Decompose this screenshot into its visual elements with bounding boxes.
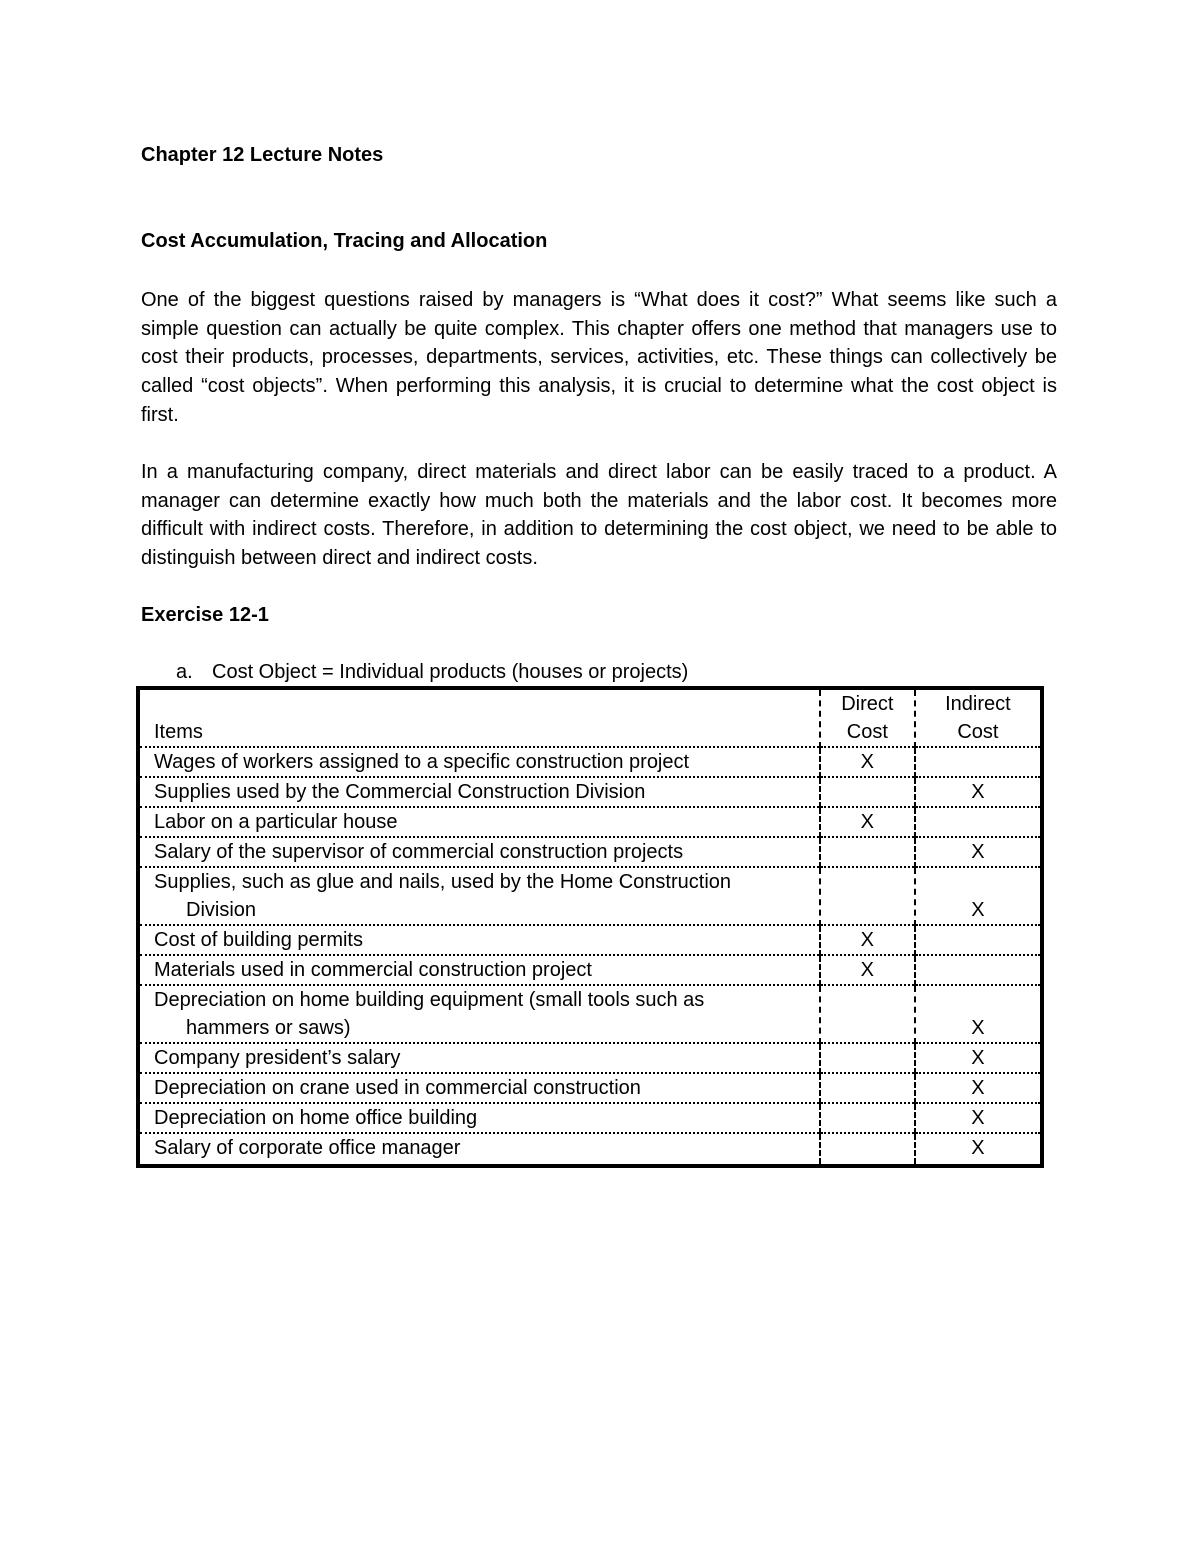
table-body xyxy=(138,747,1042,1166)
indirect-cost-cell: X xyxy=(915,1043,1042,1073)
item-cell: Depreciation on home building equipment (small tools such as hammers or saws) xyxy=(138,985,820,1043)
item-cell: Labor on a particular house xyxy=(138,807,820,837)
direct-cost-cell: X xyxy=(820,747,915,777)
item-cell: Supplies, such as glue and nails, used by the Home Construction Division xyxy=(138,867,820,925)
table-header-row xyxy=(138,688,1042,747)
item-cell: Depreciation on crane used in commercial construction xyxy=(138,1073,820,1103)
direct-cost-cell xyxy=(820,1073,915,1103)
direct-cost-cell xyxy=(820,985,915,1043)
direct-cost-cell: X xyxy=(820,955,915,985)
table-row xyxy=(138,925,1042,955)
costs-paragraph: In a manufacturing company, direct materials and direct labor can be easily traced to a product. A manager can determine exactly how much both the materials and the labor cost. It becomes more difficult with indirect costs. Therefore, in addition to determining the cost object, we need to be able to distinguish between direct and indirect costs. xyxy=(141,461,1057,570)
list-marker: a. xyxy=(176,661,193,683)
direct-cost-cell xyxy=(820,1043,915,1073)
list-item-text: Cost Object = Individual products (houses or projects) xyxy=(212,661,689,683)
section-heading: Cost Accumulation, Tracing and Allocation xyxy=(141,230,548,252)
indirect-cost-cell: X xyxy=(915,777,1042,807)
cost-object-list-item xyxy=(176,661,688,684)
direct-cost-header: Direct Cost xyxy=(820,688,915,747)
direct-cost-cell xyxy=(820,1133,915,1166)
table-row xyxy=(138,747,1042,777)
table-row xyxy=(138,1133,1042,1166)
table-row xyxy=(138,807,1042,837)
item-cell: Depreciation on home office building xyxy=(138,1103,820,1133)
item-cell: Wages of workers assigned to a specific construction project xyxy=(138,747,820,777)
table-row xyxy=(138,1103,1042,1133)
exercise-heading: Exercise 12-1 xyxy=(141,604,269,626)
table-row xyxy=(138,777,1042,807)
indirect-cost-cell xyxy=(915,747,1042,777)
items-header: Items xyxy=(138,688,820,747)
table-row xyxy=(138,867,1042,925)
table-row xyxy=(138,985,1042,1043)
item-cell: Company president’s salary xyxy=(138,1043,820,1073)
indirect-cost-cell xyxy=(915,807,1042,837)
direct-cost-cell xyxy=(820,867,915,925)
document-title: Chapter 12 Lecture Notes xyxy=(141,144,384,166)
direct-cost-cell xyxy=(820,777,915,807)
table-row xyxy=(138,1073,1042,1103)
item-cell: Cost of building permits xyxy=(138,925,820,955)
indirect-cost-cell: X xyxy=(915,1133,1042,1166)
indirect-cost-cell: X xyxy=(915,867,1042,925)
cost-classification-table xyxy=(136,686,1044,1168)
direct-cost-cell xyxy=(820,1103,915,1133)
indirect-cost-cell: X xyxy=(915,837,1042,867)
item-cell: Salary of the supervisor of commercial construction projects xyxy=(138,837,820,867)
direct-cost-cell: X xyxy=(820,807,915,837)
direct-cost-cell xyxy=(820,837,915,867)
item-cell: Supplies used by the Commercial Construction Division xyxy=(138,777,820,807)
indirect-cost-cell: X xyxy=(915,985,1042,1043)
indirect-cost-cell xyxy=(915,955,1042,985)
intro-paragraph: One of the biggest questions raised by managers is “What does it cost?” What seems like such a simple question can actually be quite complex. This chapter offers one method that managers use to cost their products, processes, departments, services, activities, etc. These things can collectively be called “cost objects”. When performing this analysis, it is crucial to determine what the cost object is first. xyxy=(141,289,1057,426)
direct-cost-cell: X xyxy=(820,925,915,955)
item-cell: Materials used in commercial construction project xyxy=(138,955,820,985)
indirect-cost-cell: X xyxy=(915,1073,1042,1103)
indirect-cost-header: Indirect Cost xyxy=(915,688,1042,747)
table-row xyxy=(138,1043,1042,1073)
item-cell: Salary of corporate office manager xyxy=(154,1137,461,1159)
indirect-cost-cell: X xyxy=(915,1103,1042,1133)
indirect-cost-cell xyxy=(915,925,1042,955)
table-row xyxy=(138,837,1042,867)
table-row xyxy=(138,955,1042,985)
